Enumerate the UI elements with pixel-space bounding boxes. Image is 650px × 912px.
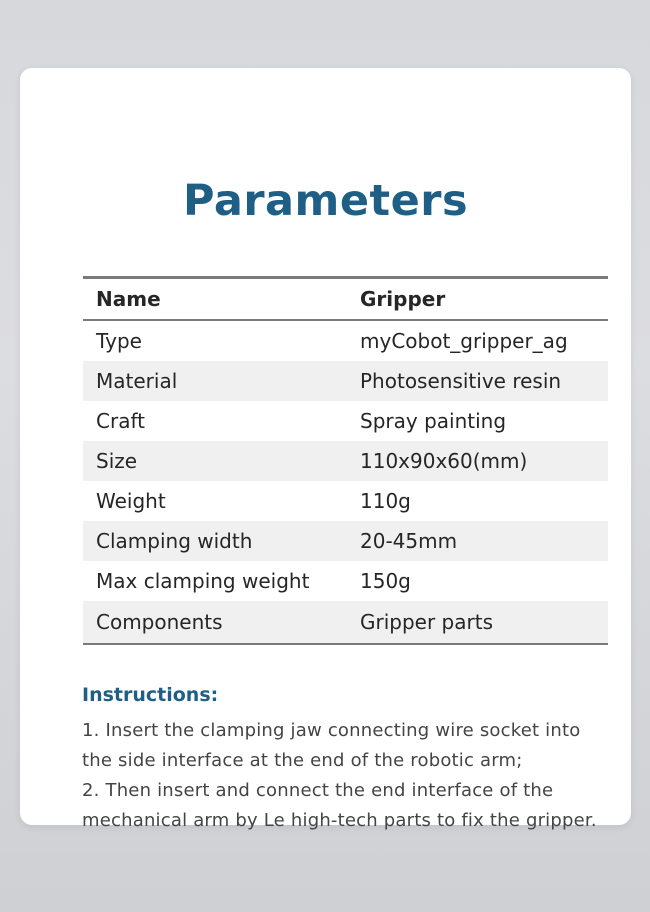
row-value: Gripper parts xyxy=(360,601,608,644)
row-label: Clamping width xyxy=(83,521,360,561)
row-value: 20-45mm xyxy=(360,521,608,561)
row-value: Photosensitive resin xyxy=(360,361,608,401)
parameters-card xyxy=(20,68,631,831)
row-value: 110g xyxy=(360,489,411,513)
row-label: Max clamping weight xyxy=(96,569,310,593)
row-label: Craft xyxy=(96,409,145,433)
page-title: Parameters xyxy=(182,176,469,226)
row-label: Size xyxy=(83,441,360,481)
instruction-line: mechanical arm by Le high-tech parts to fix the gripper. xyxy=(82,810,597,831)
table-row xyxy=(83,441,608,481)
table-row xyxy=(83,361,608,401)
row-label: Components xyxy=(83,601,360,644)
table-row xyxy=(83,561,608,601)
row-value: 110x90x60(mm) xyxy=(360,441,608,481)
row-value: Spray painting xyxy=(360,409,507,433)
row-value: 150g xyxy=(360,569,411,593)
table-row xyxy=(83,320,608,361)
table-row xyxy=(83,601,608,644)
row-label: Weight xyxy=(96,489,166,513)
table-header-row xyxy=(83,278,608,321)
row-value: myCobot_gripper_ag xyxy=(360,329,568,353)
row-label: Type xyxy=(96,329,142,353)
instruction-line: 1. Insert the clamping jaw connecting wire socket into xyxy=(82,720,581,741)
header-name: Name xyxy=(83,278,360,321)
table-row xyxy=(83,401,608,441)
table-row xyxy=(83,521,608,561)
header-gripper: Gripper xyxy=(360,278,608,321)
row-label: Material xyxy=(83,361,360,401)
instructions-text xyxy=(82,716,642,836)
table-row xyxy=(83,481,608,521)
instructions-heading: Instructions: xyxy=(82,684,219,706)
instruction-line: 2. Then insert and connect the end interface of the xyxy=(82,780,554,801)
instruction-line: the side interface at the end of the robotic arm; xyxy=(82,750,523,771)
parameters-table xyxy=(83,276,608,645)
